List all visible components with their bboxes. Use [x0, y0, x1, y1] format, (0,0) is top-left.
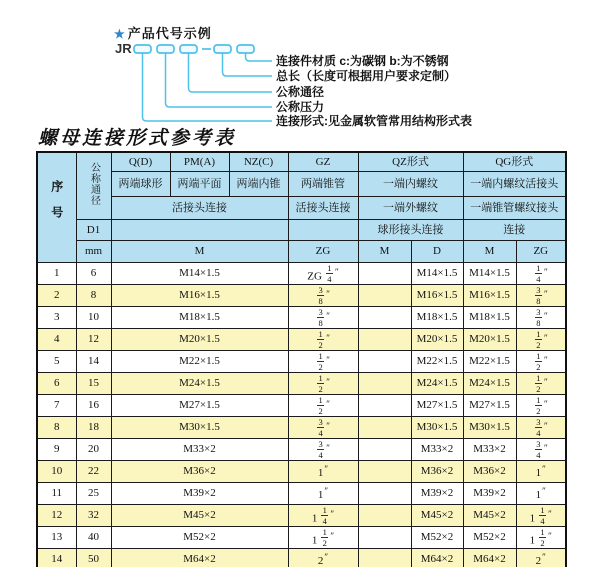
header-code-pm: PM(A) — [170, 152, 229, 172]
table-row — [37, 483, 566, 505]
cell-serial: 4 — [37, 329, 76, 351]
cell-qz-m — [358, 285, 411, 307]
cell-qz-d: M22×1.5 — [411, 351, 463, 373]
cell-dn: 40 — [76, 527, 111, 549]
cell-qg-zg: $\frac{1}{2}$ ″ — [516, 373, 566, 395]
header-code-qz: QZ形式 — [358, 152, 463, 172]
cell-qg-zg: $\frac{3}{4}$ ″ — [516, 417, 566, 439]
header-code-gz: GZ — [288, 152, 358, 172]
cell-qz-m — [358, 549, 411, 567]
code-box-2 — [157, 45, 174, 53]
cell-qz-d: M14×1.5 — [411, 263, 463, 285]
cell-metric-m: M64×2 — [111, 549, 288, 567]
label-connection-form: 连接形式:见金属软管常用结构形式表 — [276, 114, 472, 128]
cell-qg-m: M22×1.5 — [463, 351, 516, 373]
cell-gz-zg: 1 $\frac{1}{4}$ ″ — [288, 505, 358, 527]
cell-qz-d: M24×1.5 — [411, 373, 463, 395]
cell-serial: 13 — [37, 527, 76, 549]
cell-dn: 14 — [76, 351, 111, 373]
header-unit-qg-m: M — [463, 241, 516, 263]
cell-qg-zg: $\frac{1}{2}$ ″ — [516, 395, 566, 417]
cell-qz-d: M36×2 — [411, 461, 463, 483]
header-row-desc — [37, 172, 566, 197]
cell-dn: 16 — [76, 395, 111, 417]
nut-connection-reference-table — [36, 151, 567, 567]
header-desc-qg2: 一端锥管螺纹接头 — [463, 197, 566, 220]
header-desc-q: 两端球形 — [111, 172, 170, 197]
header-nominal-diameter: 公称通径 — [76, 152, 111, 220]
table-title: 螺母连接形式参考表 — [38, 128, 237, 149]
cell-qg-m: M33×2 — [463, 439, 516, 461]
cell-metric-m: M39×2 — [111, 483, 288, 505]
cell-serial: 10 — [37, 461, 76, 483]
cell-qz-d: M64×2 — [411, 549, 463, 567]
star-icon: ★ — [114, 27, 126, 41]
label-total-length: 总长（长度可根据用户要求定制） — [276, 69, 457, 83]
cell-dn: 25 — [76, 483, 111, 505]
cell-metric-m: M45×2 — [111, 505, 288, 527]
header-code-nz: NZ(C) — [229, 152, 288, 172]
cell-dn: 6 — [76, 263, 111, 285]
cell-gz-zg: $\frac{3}{4}$ ″ — [288, 417, 358, 439]
cell-gz-zg: 1″ — [288, 483, 358, 505]
header-desc-qz2: 一端外螺纹 — [358, 197, 463, 220]
cell-qg-m: M27×1.5 — [463, 395, 516, 417]
header-unit-mm: mm — [76, 241, 111, 263]
cell-dn: 32 — [76, 505, 111, 527]
header-conn-qz: 球形接头连接 — [358, 220, 463, 241]
cell-serial: 14 — [37, 549, 76, 567]
cell-metric-m: M22×1.5 — [111, 351, 288, 373]
cell-serial: 7 — [37, 395, 76, 417]
cell-serial: 8 — [37, 417, 76, 439]
table-row — [37, 527, 566, 549]
diagram-heading-text: 产品代号示例 — [127, 26, 212, 41]
table-row — [37, 417, 566, 439]
header-desc-qg1: 一端内螺纹活接头 — [463, 172, 566, 197]
cell-dn: 20 — [76, 439, 111, 461]
cell-dn: 18 — [76, 417, 111, 439]
table-row — [37, 373, 566, 395]
header-desc-pm: 两端平面 — [170, 172, 229, 197]
cell-qz-d: M16×1.5 — [411, 285, 463, 307]
cell-qg-zg: $\frac{3}{4}$ ″ — [516, 439, 566, 461]
cell-qz-m — [358, 329, 411, 351]
label-connector-material: 连接件材质 c:为碳钢 b:为不锈钢 — [276, 54, 449, 68]
cell-qg-m: M24×1.5 — [463, 373, 516, 395]
header-conn-gz: 活接头连接 — [288, 197, 358, 220]
code-box-4 — [214, 45, 231, 53]
cell-qz-d: M27×1.5 — [411, 395, 463, 417]
cell-qg-zg: 1″ — [516, 483, 566, 505]
table-row — [37, 395, 566, 417]
cell-qz-m — [358, 505, 411, 527]
table-row — [37, 329, 566, 351]
product-code-diagram — [0, 0, 600, 130]
cell-qg-zg: $\frac{3}{8}$ ″ — [516, 307, 566, 329]
cell-dn: 15 — [76, 373, 111, 395]
header-conn-qg: 连接 — [463, 220, 566, 241]
cell-metric-m: M27×1.5 — [111, 395, 288, 417]
cell-qg-zg: 1 $\frac{1}{4}$ ″ — [516, 505, 566, 527]
cell-gz-zg: ZG $\frac{1}{4}$ ″ — [288, 263, 358, 285]
leader-line-material — [246, 53, 273, 61]
cell-qz-m — [358, 417, 411, 439]
header-row-conn — [37, 197, 566, 220]
cell-qg-zg: $\frac{3}{8}$ ″ — [516, 285, 566, 307]
cell-qg-m: M36×2 — [463, 461, 516, 483]
cell-metric-m: M36×2 — [111, 461, 288, 483]
cell-serial: 5 — [37, 351, 76, 373]
cell-qz-d: M30×1.5 — [411, 417, 463, 439]
table-row — [37, 461, 566, 483]
header-empty-qpmnz — [111, 220, 288, 241]
table-row — [37, 263, 566, 285]
cell-gz-zg: 2″ — [288, 549, 358, 567]
cell-dn: 50 — [76, 549, 111, 567]
table-header — [37, 152, 566, 263]
cell-qz-m — [358, 307, 411, 329]
cell-qz-m — [358, 263, 411, 285]
cell-gz-zg: $\frac{1}{2}$ ″ — [288, 373, 358, 395]
cell-qz-m — [358, 439, 411, 461]
cell-qz-m — [358, 351, 411, 373]
header-unit-m: M — [111, 241, 288, 263]
cell-qg-m: M20×1.5 — [463, 329, 516, 351]
cell-gz-zg: $\frac{3}{4}$ ″ — [288, 439, 358, 461]
header-desc-gz: 两端锥管 — [288, 172, 358, 197]
header-unit-qg-zg: ZG — [516, 241, 566, 263]
label-nominal-diameter: 公称通径 — [276, 85, 325, 99]
cell-qg-m: M39×2 — [463, 483, 516, 505]
cell-metric-m: M16×1.5 — [111, 285, 288, 307]
header-d1: D1 — [76, 220, 111, 241]
cell-serial: 9 — [37, 439, 76, 461]
cell-qz-d: M39×2 — [411, 483, 463, 505]
cell-serial: 11 — [37, 483, 76, 505]
cell-metric-m: M18×1.5 — [111, 307, 288, 329]
cell-gz-zg: $\frac{3}{8}$ ″ — [288, 307, 358, 329]
cell-qg-m: M14×1.5 — [463, 263, 516, 285]
cell-metric-m: M14×1.5 — [111, 263, 288, 285]
header-row-units — [37, 241, 566, 263]
header-empty-gz — [288, 220, 358, 241]
cell-qg-m: M64×2 — [463, 549, 516, 567]
table-row — [37, 307, 566, 329]
cell-gz-zg: $\frac{1}{2}$ ″ — [288, 395, 358, 417]
cell-metric-m: M52×2 — [111, 527, 288, 549]
cell-gz-zg: 1″ — [288, 461, 358, 483]
table-row — [37, 549, 566, 567]
cell-qg-m: M45×2 — [463, 505, 516, 527]
code-box-1 — [134, 45, 151, 53]
table-body — [37, 263, 566, 567]
code-box-3 — [180, 45, 197, 53]
cell-dn: 22 — [76, 461, 111, 483]
cell-serial: 6 — [37, 373, 76, 395]
cell-metric-m: M30×1.5 — [111, 417, 288, 439]
leader-line-connection — [143, 53, 273, 121]
cell-serial: 2 — [37, 285, 76, 307]
cell-dn: 12 — [76, 329, 111, 351]
cell-qg-zg: $\frac{1}{2}$ ″ — [516, 329, 566, 351]
header-serial: 序号 — [37, 152, 76, 263]
cell-qg-m: M52×2 — [463, 527, 516, 549]
cell-qz-m — [358, 395, 411, 417]
table-row — [37, 439, 566, 461]
cell-serial: 3 — [37, 307, 76, 329]
leader-line-diameter — [189, 53, 273, 92]
table-row — [37, 505, 566, 527]
cell-qz-d: M33×2 — [411, 439, 463, 461]
cell-qz-m — [358, 483, 411, 505]
table-row — [37, 285, 566, 307]
diagram-heading — [114, 23, 212, 42]
header-row-d1 — [37, 220, 566, 241]
cell-gz-zg: $\frac{3}{8}$ ″ — [288, 285, 358, 307]
table-row — [37, 351, 566, 373]
cell-serial: 12 — [37, 505, 76, 527]
header-conn-qpmnz: 活接头连接 — [111, 197, 288, 220]
header-desc-nz: 两端内锥 — [229, 172, 288, 197]
cell-gz-zg: $\frac{1}{2}$ ″ — [288, 329, 358, 351]
header-unit-gz-zg: ZG — [288, 241, 358, 263]
header-unit-qz-m: M — [358, 241, 411, 263]
cell-qg-zg: 1″ — [516, 461, 566, 483]
cell-qz-d: M52×2 — [411, 527, 463, 549]
cell-serial: 1 — [37, 263, 76, 285]
header-desc-qz1: 一端内螺纹 — [358, 172, 463, 197]
cell-metric-m: M20×1.5 — [111, 329, 288, 351]
cell-qg-zg: 2″ — [516, 549, 566, 567]
cell-qz-d: M18×1.5 — [411, 307, 463, 329]
code-box-5 — [237, 45, 254, 53]
cell-qg-m: M18×1.5 — [463, 307, 516, 329]
header-code-qg: QG形式 — [463, 152, 566, 172]
cell-qz-m — [358, 373, 411, 395]
label-nominal-pressure: 公称压力 — [276, 100, 325, 114]
cell-qg-zg: $\frac{1}{4}$ ″ — [516, 263, 566, 285]
header-code-q: Q(D) — [111, 152, 170, 172]
cell-qg-m: M16×1.5 — [463, 285, 516, 307]
cell-qz-d: M20×1.5 — [411, 329, 463, 351]
cell-metric-m: M33×2 — [111, 439, 288, 461]
cell-dn: 8 — [76, 285, 111, 307]
cell-qz-m — [358, 461, 411, 483]
header-unit-qz-d: D — [411, 241, 463, 263]
cell-qz-m — [358, 527, 411, 549]
cell-gz-zg: $\frac{1}{2}$ ″ — [288, 351, 358, 373]
leader-line-length — [223, 53, 273, 76]
header-row-codes — [37, 152, 566, 172]
cell-gz-zg: 1 $\frac{1}{2}$ ″ — [288, 527, 358, 549]
cell-qz-d: M45×2 — [411, 505, 463, 527]
cell-qg-m: M30×1.5 — [463, 417, 516, 439]
code-prefix: JR — [115, 41, 132, 56]
cell-dn: 10 — [76, 307, 111, 329]
cell-metric-m: M24×1.5 — [111, 373, 288, 395]
cell-qg-zg: $\frac{1}{2}$ ″ — [516, 351, 566, 373]
cell-qg-zg: 1 $\frac{1}{2}$ ″ — [516, 527, 566, 549]
